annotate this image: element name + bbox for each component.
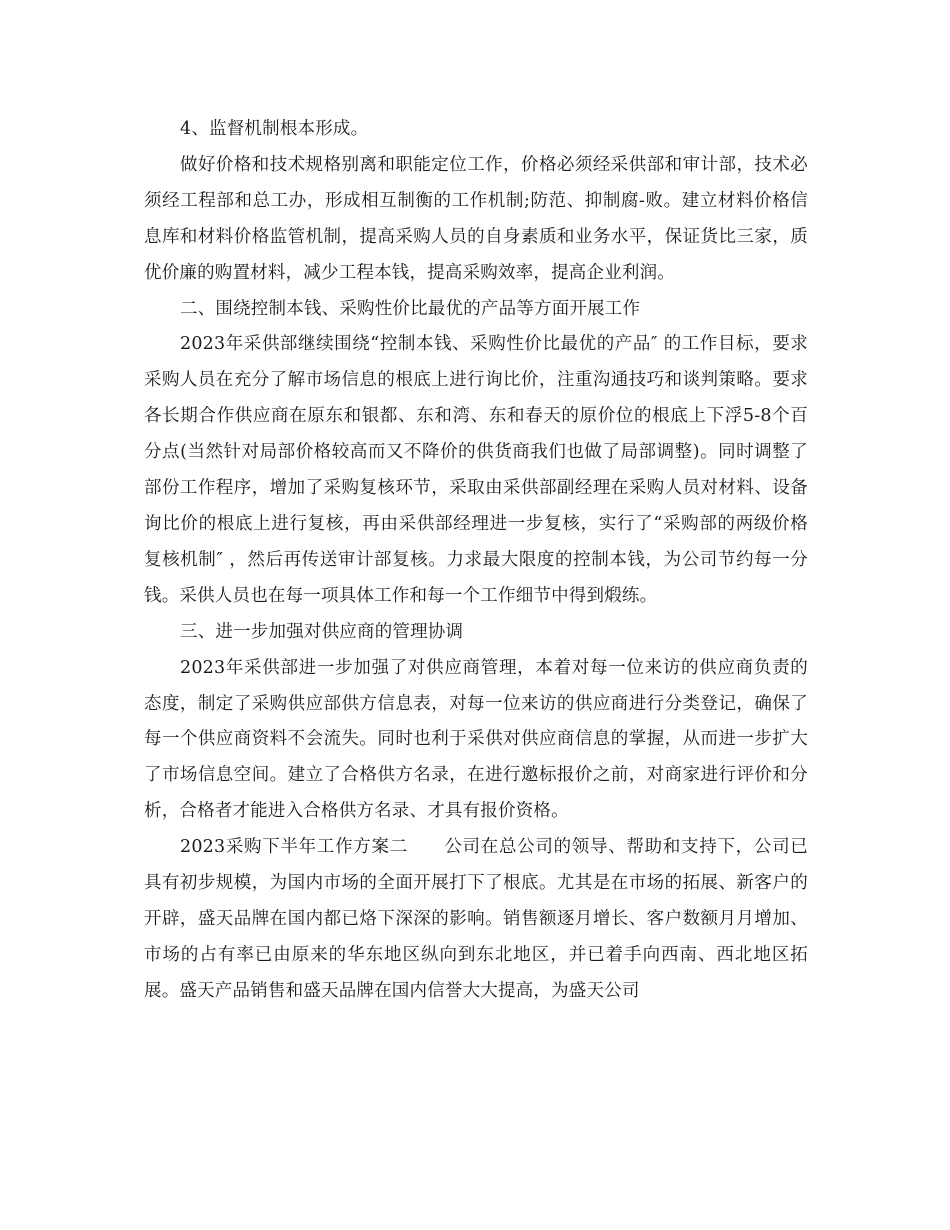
section-2-heading: 二、围绕控制本钱、采购性价比最优的产品等方面开展工作 [180,298,641,319]
supplier-management-paragraph: 2023年采供部进一步加强了对供应商管理，本着对每一位来访的供应商负责的态度，制定了采购供应部供方信息表，对每一位来访的供应商进行分类登记，确保了每一个供应商资料不会流失。同时也利于采供对供应商信息的掌握，从而进一步扩大了市场信息空间。建立了合格供方名录，在进行邀标报价之前，对商家进行评价和分析，合格者才能进入合格供方名录、才具有报价资格。 [144,657,808,822]
cost-control-paragraph: 2023年采供部继续围绕“控制本钱、采购性价比最优的产品″ 的工作目标，要求采购人员在充分了解市场信息的根底上进行询比价，注重沟通技巧和谈判策略。要求各长期合作供应商在原东和银都、东和湾、东和春天的原价位的根底上下浮5-8个百分点(当然针对局部价格较高而又不降价的供货商我们也做了局部调整)。同时调整了部份工作程序，增加了采购复核环节，采取由采供部副经理在采购人员对材料、设备询比价的根底上进行复核，再由采供部经理进一步复核，实行了“采购部的两级价格复核机制″ ，然后再传送审计部复核。力求最大限度的控制本钱，为公司节约每一分钱。采供人员也在每一项具体工作和每一个工作细节中得到煅练。 [144,334,808,606]
section-item-4-heading: 4、监督机制根本形成。 [180,119,369,139]
document-body [144,112,808,1010]
supervision-paragraph: 做好价格和技术规格别离和职能定位工作，价格必须经采供部和审计部，技术必须经工程部和总工办，形成相互制衡的工作机制;防范、抑制腐-败。建立材料价格信息库和材料价格监管机制，提高采购人员的自身素质和业务水平，保证货比三家，质优价廉的购置材料，减少工程本钱，提高采购效率，提高企业利润。 [144,154,808,283]
plan-two-paragraph: 2023采购下半年工作方案二 公司在总公司的领导、帮助和支持下，公司已具有初步规模，为国内市场的全面开展打下了根底。尤其是在市场的拓展、新客户的开辟，盛天品牌在国内都已烙下深深的影响。销售额逐月增长、客户数额月月增加、市场的占有率已由原来的华东地区纵向到东北地区，并已着手向西南、西北地区拓展。盛天产品销售和盛天品牌在国内信誉大大提高，为盛天公司 [144,837,808,1001]
section-3-heading: 三、进一步加强对供应商的管理协调 [180,621,464,642]
